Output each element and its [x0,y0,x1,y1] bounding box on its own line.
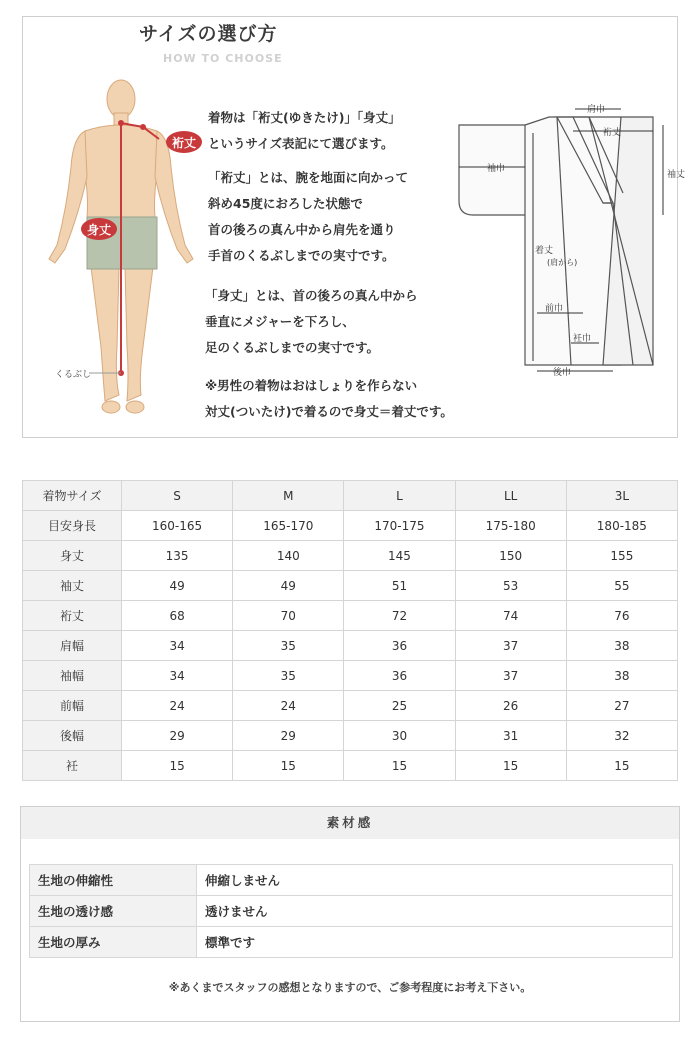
material-key: 生地の透け感 [30,896,197,927]
maehaba-label: 前巾 [545,304,564,314]
table-cell: 76 [566,601,677,631]
table-cell: 32 [566,721,677,751]
material-value: 標準です [197,927,673,958]
table-cell: 34 [122,661,233,691]
size-header-cell: L [344,481,455,511]
material-table [29,864,673,958]
size-header-cell: 3L [566,481,677,511]
table-cell: 150 [455,541,566,571]
material-value: 透けません [197,896,673,927]
guide-paragraph-1: 着物は「裄丈(ゆきたけ)」「身丈」 というサイズ表記にて選びます。 [208,110,401,151]
table-cell: 70 [233,601,344,631]
size-table [22,480,678,781]
table-cell: 175-180 [455,511,566,541]
table-cell: 31 [455,721,566,751]
row-label: 袖幅 [23,661,122,691]
table-cell: 53 [455,571,566,601]
size-header-cell: 着物サイズ [23,481,122,511]
guide-paragraph-3: 「身丈」とは、首の後ろの真ん中から 垂直にメジャーを下ろし、 足のくるぶしまでの実寸です。 [205,288,418,355]
table-cell: 37 [455,631,566,661]
table-cell: 160-165 [122,511,233,541]
okumihaba-label: 衽巾 [573,334,592,344]
row-label: 前幅 [23,691,122,721]
size-header-cell: LL [455,481,566,511]
table-cell: 68 [122,601,233,631]
table-cell: 27 [566,691,677,721]
table-row [30,896,673,927]
material-key: 生地の厚み [30,927,197,958]
table-cell: 37 [455,661,566,691]
table-cell: 170-175 [344,511,455,541]
guide-subtitle: HOW TO CHOOSE [163,52,283,65]
table-cell: 15 [455,751,566,781]
row-label: 裄丈 [23,601,122,631]
table-cell: 38 [566,661,677,691]
table-cell: 55 [566,571,677,601]
table-cell: 24 [122,691,233,721]
table-row [23,661,678,691]
table-cell: 49 [122,571,233,601]
kimono-yuki-label: 裄丈 [603,128,622,138]
table-cell: 15 [233,751,344,781]
table-row [23,721,678,751]
table-cell: 36 [344,661,455,691]
table-cell: 34 [122,631,233,661]
mitake-badge: 身丈 [86,223,112,237]
row-label: 衽 [23,751,122,781]
table-cell: 38 [566,631,677,661]
table-cell: 135 [122,541,233,571]
table-cell: 49 [233,571,344,601]
row-label: 後幅 [23,721,122,751]
table-cell: 29 [122,721,233,751]
table-cell: 72 [344,601,455,631]
katahaba-label: 肩巾 [587,105,606,115]
size-header-cell: M [233,481,344,511]
guide-title: サイズの選び方 [137,19,279,46]
size-header-cell: S [122,481,233,511]
table-cell: 35 [233,661,344,691]
material-note: ※あくまでスタッフの感想となりますので、ご参考程度にお考え下さい。 [168,981,532,994]
table-cell: 74 [455,601,566,631]
table-cell: 15 [122,751,233,781]
table-cell: 15 [566,751,677,781]
table-row [23,631,678,661]
size-table-header [23,481,678,511]
guide-note: ※男性の着物はおはしょりを作らない 対丈(ついたけ)で着るので身丈＝着丈です。 [205,378,453,419]
table-cell: 24 [233,691,344,721]
table-cell: 165-170 [233,511,344,541]
table-cell: 26 [455,691,566,721]
table-row [30,927,673,958]
row-label: 身丈 [23,541,122,571]
table-cell: 145 [344,541,455,571]
table-cell: 36 [344,631,455,661]
table-cell: 15 [344,751,455,781]
table-cell: 180-185 [566,511,677,541]
table-row [23,691,678,721]
table-row [23,571,678,601]
material-value: 伸縮しません [197,865,673,896]
kimono-measurement-diagram [453,103,686,378]
table-cell: 29 [233,721,344,751]
table-cell: 30 [344,721,455,751]
kitake-label: 着丈 [535,246,554,256]
table-row [23,601,678,631]
table-cell: 25 [344,691,455,721]
table-cell: 140 [233,541,344,571]
kurubushi-label: くるぶし [55,370,92,380]
body-measurement-illustration [35,77,215,427]
table-cell: 51 [344,571,455,601]
table-row [23,541,678,571]
material-title: 素材感 [21,807,679,839]
row-label: 目安身長 [23,511,122,541]
size-guide-panel [22,16,686,438]
material-key: 生地の伸縮性 [30,865,197,896]
sodehaba-label: 袖巾 [487,164,506,174]
table-cell: 155 [566,541,677,571]
row-label: 袖丈 [23,571,122,601]
table-row [23,751,678,781]
table-row [30,865,673,896]
table-row [23,511,678,541]
kitake-note: (肩から) [547,258,578,267]
ushirohaba-label: 後巾 [553,368,572,378]
sodetake-label: 袖丈 [667,170,686,180]
material-panel [20,806,680,1022]
guide-paragraph-2: 「裄丈」とは、腕を地面に向かって 斜め45度におろした状態で 首の後ろの真ん中から肩先を通り 手首のくるぶしまでの実寸です。 [208,170,409,263]
yuki-badge: 裄丈 [171,136,197,150]
row-label: 肩幅 [23,631,122,661]
table-cell: 35 [233,631,344,661]
